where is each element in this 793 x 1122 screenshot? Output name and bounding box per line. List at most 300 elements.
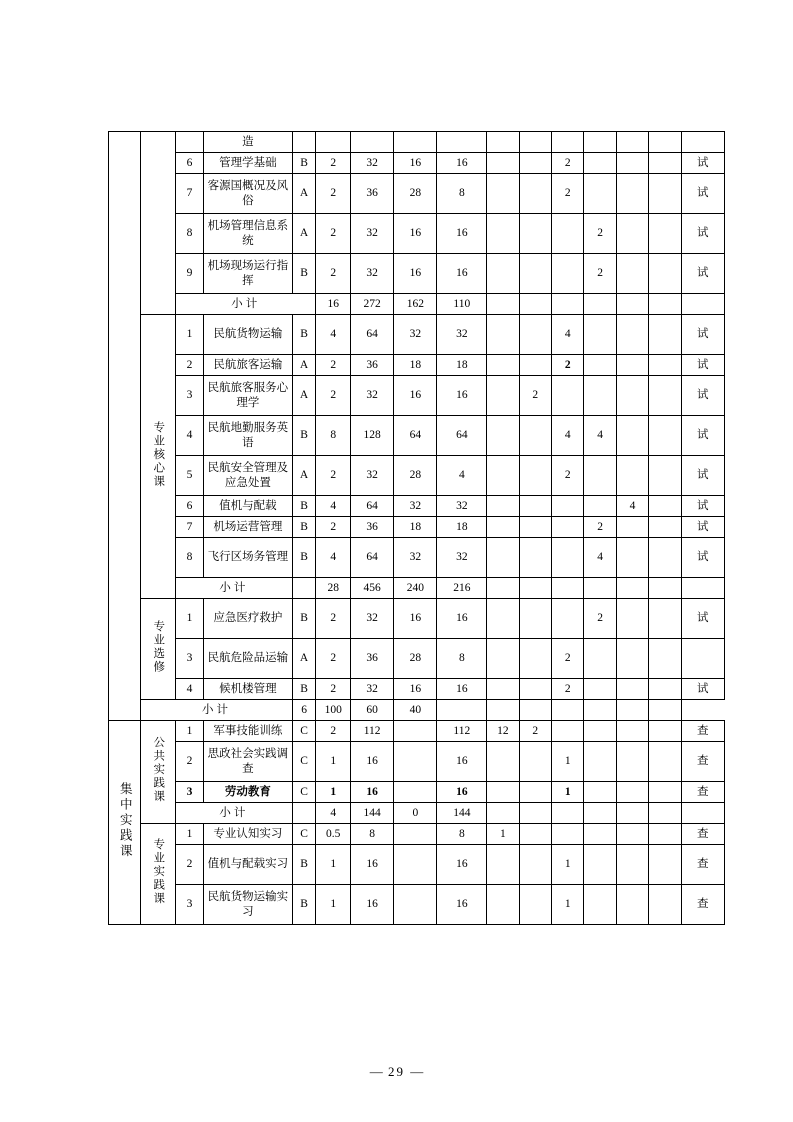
semester-2 [519,517,551,538]
semester-3: 2 [551,639,583,679]
semester-2 [519,355,551,376]
course-credit: 16 [316,294,351,315]
semester-6 [649,132,681,153]
table-row [109,214,725,254]
course-total-hours: 112 [351,721,394,742]
semester-3: 2 [551,456,583,496]
table-row [109,679,725,700]
exam-type [649,700,681,721]
semester-4: 4 [584,538,616,578]
semester-6 [649,517,681,538]
semester-1 [487,315,519,355]
subtotal-label: 小计 [175,803,292,824]
semester-6 [649,824,681,845]
course-theory-hours: 16 [394,214,437,254]
course-theory-hours [394,721,437,742]
exam-type: 试 [681,456,724,496]
semester-5 [616,355,648,376]
semester-4 [584,742,616,782]
exam-type: 试 [681,315,724,355]
row-index: 2 [175,742,203,782]
course-theory-hours: 240 [394,578,437,599]
exam-type: 试 [681,254,724,294]
course-kind: B [292,845,316,885]
row-index: 1 [175,599,203,639]
course-name: 军事技能训练 [204,721,293,742]
course-total-hours: 16 [351,782,394,803]
semester-6 [649,721,681,742]
semester-5 [616,376,648,416]
semester-5 [616,782,648,803]
exam-type [681,639,724,679]
course-practice-hours: 32 [437,538,487,578]
semester-6 [649,803,681,824]
semester-6 [649,782,681,803]
semester-5 [616,679,648,700]
course-total-hours: 128 [351,416,394,456]
row-index: 3 [175,639,203,679]
table-row-subtotal [109,578,725,599]
course-practice-hours: 16 [437,885,487,925]
semester-1 [487,376,519,416]
category-label: 集中实践课 [118,781,133,860]
row-index: 4 [175,416,203,456]
semester-6 [649,254,681,294]
semester-2 [519,294,551,315]
subcategory-label: 专业核心课 [152,420,165,489]
row-index: 1 [175,824,203,845]
semester-1 [487,599,519,639]
semester-6 [649,355,681,376]
table-row [109,496,725,517]
semester-2 [519,456,551,496]
semester-2 [519,416,551,456]
course-theory-hours: 16 [394,376,437,416]
course-practice-hours: 32 [437,496,487,517]
table-row [109,315,725,355]
semester-3 [551,538,583,578]
course-practice-hours: 32 [437,315,487,355]
course-credit: 2 [316,679,351,700]
semester-6 [649,742,681,782]
semester-2 [519,845,551,885]
table-row [109,721,725,742]
course-kind: C [292,782,316,803]
course-total-hours [351,132,394,153]
semester-3 [551,803,583,824]
semester-2 [519,254,551,294]
semester-1 [487,456,519,496]
course-name: 专业认知实习 [204,824,293,845]
semester-3 [519,700,551,721]
course-total-hours: 32 [351,214,394,254]
semester-1 [487,294,519,315]
course-theory-hours [394,742,437,782]
course-kind: A [292,214,316,254]
semester-4 [584,578,616,599]
course-name: 飞行区场务管理 [204,538,293,578]
course-theory-hours: 18 [394,517,437,538]
semester-1 [437,700,487,721]
semester-1 [487,679,519,700]
page-number-suffix: — [410,1064,424,1079]
semester-6 [649,538,681,578]
semester-6 [649,578,681,599]
course-theory-hours: 28 [394,639,437,679]
semester-3 [551,214,583,254]
course-theory-hours: 16 [394,254,437,294]
semester-2 [519,153,551,174]
semester-5 [616,517,648,538]
semester-6 [649,294,681,315]
subcategory-professional-practice [141,824,176,925]
course-practice-hours: 16 [437,214,487,254]
semester-2 [519,315,551,355]
course-name: 机场现场运行指挥 [204,254,293,294]
course-credit: 28 [316,578,351,599]
semester-5 [616,742,648,782]
table-row [109,517,725,538]
row-index: 8 [175,538,203,578]
semester-6 [616,700,648,721]
subcategory-public-practice [141,721,176,824]
course-practice-hours: 16 [437,679,487,700]
course-name: 民航危险品运输 [204,639,293,679]
course-kind: B [292,153,316,174]
semester-3: 1 [551,742,583,782]
row-index: 3 [175,782,203,803]
semester-3: 2 [551,679,583,700]
course-total-hours: 8 [351,824,394,845]
table-row-subtotal [109,700,725,721]
semester-2 [519,679,551,700]
semester-5 [616,214,648,254]
course-credit: 2 [316,721,351,742]
course-practice-hours: 16 [437,845,487,885]
semester-3 [551,517,583,538]
course-theory-hours: 16 [394,679,437,700]
course-theory-hours: 32 [394,496,437,517]
course-credit: 4 [316,496,351,517]
semester-5: 4 [616,496,648,517]
semester-5 [616,416,648,456]
course-theory-hours: 64 [394,416,437,456]
course-theory-hours: 16 [394,153,437,174]
course-kind: C [292,824,316,845]
semester-6 [649,679,681,700]
page-number-prefix: — [369,1064,383,1079]
semester-4 [584,721,616,742]
exam-type: 试 [681,416,724,456]
course-name: 劳动教育 [204,782,293,803]
semester-5 [616,721,648,742]
course-kind [292,132,316,153]
semester-1 [487,782,519,803]
table-row [109,132,725,153]
course-kind: B [292,315,316,355]
course-practice-hours: 8 [437,824,487,845]
course-kind: C [292,742,316,782]
exam-type [681,803,724,824]
course-credit: 2 [316,254,351,294]
semester-6 [649,153,681,174]
course-theory-hours: 28 [394,174,437,214]
semester-5 [616,538,648,578]
semester-4 [584,174,616,214]
semester-5 [616,885,648,925]
semester-4: 2 [584,254,616,294]
table-row [109,174,725,214]
semester-1 [487,132,519,153]
category-concentrated-practice [109,721,141,925]
course-name: 民航货物运输 [204,315,293,355]
semester-6 [649,639,681,679]
course-practice-hours: 4 [437,456,487,496]
exam-type: 试 [681,679,724,700]
course-total-hours: 64 [351,315,394,355]
course-total-hours: 32 [351,376,394,416]
table-row [109,782,725,803]
curriculum-table-container [108,131,725,925]
course-name: 值机与配载实习 [204,845,293,885]
course-total-hours: 36 [351,517,394,538]
semester-1 [487,517,519,538]
course-name: 候机楼管理 [204,679,293,700]
exam-type: 试 [681,599,724,639]
exam-type [681,294,724,315]
course-credit: 2 [316,376,351,416]
course-kind [292,578,316,599]
exam-type: 查 [681,782,724,803]
course-total-hours: 16 [351,885,394,925]
semester-3 [551,721,583,742]
semester-5 [616,456,648,496]
course-credit: 8 [316,416,351,456]
exam-type: 试 [681,538,724,578]
course-practice-hours: 16 [437,254,487,294]
table-row-subtotal [109,803,725,824]
course-name: 机场管理信息系统 [204,214,293,254]
course-practice-hours: 144 [437,803,487,824]
semester-4 [584,315,616,355]
course-total-hours: 32 [351,599,394,639]
semester-1 [487,845,519,885]
course-practice-hours: 16 [437,782,487,803]
course-kind: A [292,174,316,214]
course-credit: 2 [316,153,351,174]
course-kind: A [292,456,316,496]
row-index: 3 [175,885,203,925]
semester-6 [649,174,681,214]
semester-4 [584,782,616,803]
table-row [109,456,725,496]
table-row [109,639,725,679]
semester-2 [519,496,551,517]
course-practice-hours: 110 [437,294,487,315]
exam-type: 查 [681,845,724,885]
course-practice-hours: 216 [437,578,487,599]
course-credit: 2 [316,517,351,538]
semester-2 [519,782,551,803]
semester-6 [649,376,681,416]
semester-6 [649,496,681,517]
course-kind: B [292,416,316,456]
exam-type: 查 [681,885,724,925]
exam-type [681,578,724,599]
curriculum-table [108,131,725,925]
course-total-hours: 100 [316,700,351,721]
category-cell-blank [109,132,141,721]
course-kind [292,803,316,824]
course-total-hours: 144 [351,803,394,824]
course-practice-hours: 16 [437,599,487,639]
semester-2 [519,742,551,782]
semester-5 [616,294,648,315]
course-name: 思政社会实践调查 [204,742,293,782]
semester-5 [616,315,648,355]
subcategory-label: 专业实践课 [152,838,165,906]
course-name: 民航货物运输实习 [204,885,293,925]
course-theory-hours [394,132,437,153]
page-number-footer [0,1064,793,1080]
semester-2 [519,824,551,845]
course-credit: 0.5 [316,824,351,845]
exam-type: 试 [681,355,724,376]
semester-3: 1 [551,845,583,885]
course-credit: 2 [316,174,351,214]
course-theory-hours [394,885,437,925]
course-total-hours: 32 [351,153,394,174]
semester-1 [487,803,519,824]
semester-2: 2 [519,721,551,742]
semester-5 [616,578,648,599]
exam-type: 试 [681,214,724,254]
semester-2 [519,639,551,679]
row-index: 4 [175,679,203,700]
exam-type: 查 [681,824,724,845]
semester-1 [487,214,519,254]
semester-1: 12 [487,721,519,742]
exam-type: 试 [681,153,724,174]
table-row [109,254,725,294]
course-credit: 1 [316,885,351,925]
course-practice-hours: 16 [437,742,487,782]
semester-1 [487,496,519,517]
course-credit: 4 [316,803,351,824]
course-kind: B [292,538,316,578]
course-theory-hours: 162 [394,294,437,315]
course-practice-hours: 8 [437,174,487,214]
course-name: 机场运营管理 [204,517,293,538]
course-theory-hours: 18 [394,355,437,376]
semester-4 [584,496,616,517]
semester-4 [584,679,616,700]
course-total-hours: 64 [351,496,394,517]
course-credit: 4 [316,538,351,578]
course-practice-hours: 112 [437,721,487,742]
semester-1 [487,578,519,599]
semester-6 [649,599,681,639]
table-row [109,416,725,456]
semester-2 [519,132,551,153]
semester-6 [649,456,681,496]
subtotal-label: 小计 [175,294,315,315]
row-index: 5 [175,456,203,496]
semester-4 [584,132,616,153]
semester-3: 4 [551,315,583,355]
table-row [109,824,725,845]
course-credit: 2 [316,355,351,376]
semester-1 [487,639,519,679]
course-theory-hours: 16 [394,599,437,639]
row-index: 1 [175,315,203,355]
exam-type: 查 [681,721,724,742]
table-row [109,742,725,782]
row-index: 2 [175,845,203,885]
semester-6 [649,845,681,885]
semester-5 [616,803,648,824]
semester-4 [584,153,616,174]
semester-3: 1 [551,782,583,803]
course-theory-hours: 32 [394,538,437,578]
semester-4: 2 [584,599,616,639]
table-row [109,376,725,416]
course-theory-hours: 32 [394,315,437,355]
course-credit: 6 [292,700,316,721]
row-index: 1 [175,721,203,742]
semester-3: 2 [551,174,583,214]
exam-type: 试 [681,174,724,214]
subcategory-label: 专业选修 [152,619,165,674]
row-index: 8 [175,214,203,254]
course-practice-hours: 64 [437,416,487,456]
course-name: 民航旅客运输 [204,355,293,376]
table-row [109,355,725,376]
table-row [109,538,725,578]
course-theory-hours: 28 [394,456,437,496]
course-kind: B [292,679,316,700]
course-credit: 2 [316,214,351,254]
course-theory-hours [394,782,437,803]
semester-2 [519,174,551,214]
course-credit: 2 [316,456,351,496]
semester-4 [584,885,616,925]
subcategory-cell-blank [141,132,176,315]
course-kind: A [292,639,316,679]
course-total-hours: 32 [351,679,394,700]
course-theory-hours: 0 [394,803,437,824]
exam-type: 查 [681,742,724,782]
semester-4: 4 [584,416,616,456]
semester-6 [649,885,681,925]
course-kind: A [292,355,316,376]
semester-5 [616,599,648,639]
semester-5 [616,824,648,845]
course-practice-hours: 18 [437,517,487,538]
semester-2: 2 [519,376,551,416]
semester-2 [519,578,551,599]
semester-3 [551,376,583,416]
semester-1 [487,153,519,174]
exam-type: 试 [681,496,724,517]
course-practice-hours: 16 [437,376,487,416]
course-credit: 1 [316,845,351,885]
course-kind: B [292,254,316,294]
course-practice-hours: 40 [394,700,437,721]
course-theory-hours [394,824,437,845]
course-kind: B [292,599,316,639]
course-kind: B [292,517,316,538]
